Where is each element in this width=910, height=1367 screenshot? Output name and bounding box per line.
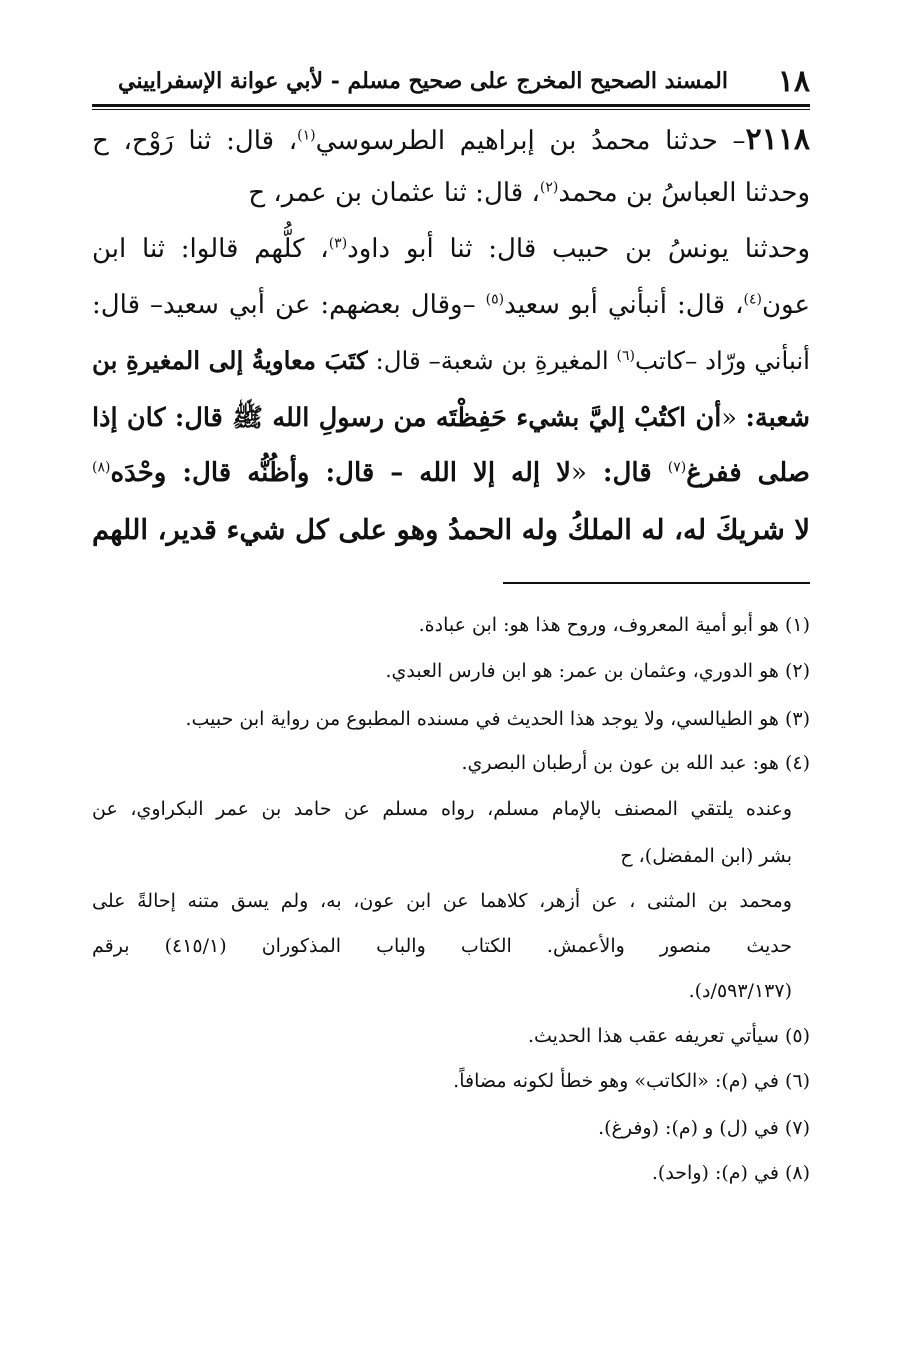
footnote-ref: (٤) <box>743 291 762 308</box>
footnote-4-note-line: وعنده يلتقي المصنف بالإمام مسلم، رواه مسلم عن حامد بن عمر البكراوي، عن <box>92 798 792 820</box>
page-header <box>92 64 810 104</box>
matn-text: كتَبَ معاويةُ إلى المغيرةِ بن <box>92 346 368 375</box>
footnote-7: (٧) في (ل) و (م): (وفرغ). <box>598 1117 810 1139</box>
running-title: المسند الصحيح المخرج على صحيح مسلم - لأبي عوانة الإسفراييني <box>118 68 728 94</box>
footnote-separator <box>503 582 810 584</box>
hadith-line-8 <box>92 514 810 568</box>
hadith-text-segment: أنبأني ورّاد –كاتب <box>635 346 810 375</box>
page-number: ١٨ <box>777 64 810 99</box>
footnote-2: (٢) هو الدوري، وعثمان بن عمر: هو ابن فارس العبدي. <box>385 660 810 682</box>
hadith-line-5 <box>92 346 810 400</box>
footnote-4-note-line: حديث منصور والأعمش. الكتاب والباب المذكوران (٤١٥/١) برقم <box>92 935 792 957</box>
hadith-line-1 <box>92 122 810 176</box>
hadith-text-segment: –وقال بعضهم: عن أبي سعيد– قال: <box>92 290 486 320</box>
hadith-text-segment: ، كلُّهم قالوا: ثنا ابن <box>92 234 329 264</box>
hadith-text-segment: ، قال: أنبأني أبو سعيد <box>504 290 744 320</box>
header-rule-thick <box>92 104 810 107</box>
hadith-text-segment: المغيرةِ بن شعبة– قال: <box>367 346 617 375</box>
matn-text: لا شريكَ له، له الملكُ وله الحمدُ وهو على كل شيء قدير، اللهم <box>91 514 810 546</box>
matn-text: لا إله إلا الله – قال: وأظُنُّه قال: وحْدَه <box>110 458 571 488</box>
hadith-line-7 <box>92 458 810 512</box>
hadith-line-6 <box>92 402 810 456</box>
hadith-text-segment: ، قال: ثنا رَوْح، ح <box>92 126 298 156</box>
footnote-4-note-line: (٥٩٣/١٣٧/د). <box>688 980 792 1002</box>
matn-text: صلى ففرغ <box>686 458 810 488</box>
footnote-ref: (٢) <box>539 179 559 196</box>
footnote-ref: (٣) <box>328 235 348 252</box>
hadith-text-segment: وحدثنا يونسُ بن حبيب قال: ثنا أبو داود <box>347 234 811 264</box>
footnote-ref: (٧) <box>667 459 687 476</box>
footnote-ref: (٨) <box>92 459 111 476</box>
footnote-1: (١) هو أبو أمية المعروف، وروح هذا هو: ابن عبادة. <box>418 614 810 636</box>
footnote-8: (٨) في (م): (واحد). <box>651 1162 810 1184</box>
matn-text: شعبة: <box>745 403 810 433</box>
footnote-5: (٥) سيأتي تعريفه عقب هذا الحديث. <box>527 1025 810 1047</box>
footnote-3: (٣) هو الطيالسي، ولا يوجد هذا الحديث في مسنده المطبوع من رواية ابن حبيب. <box>185 708 810 730</box>
hadith-line-2 <box>92 178 810 232</box>
footnote-ref: (١) <box>297 127 316 144</box>
hadith-text-segment: وحدثنا العباسُ بن محمد <box>558 178 810 208</box>
footnote-4-note-line: بشر (ابن المفضل)، ح <box>620 845 792 867</box>
footnote-ref: (٥) <box>485 291 505 308</box>
quote-mark: « <box>721 403 746 433</box>
footnote-ref: (٦) <box>616 347 636 364</box>
hadith-text-segment: – حدثنا محمدُ بن إبراهيم الطرسوسي <box>315 126 746 156</box>
hadith-text-segment: عون <box>761 290 810 320</box>
matn-text: قال: <box>586 458 668 488</box>
footnote-6: (٦) في (م): «الكاتب» وهو خطأ لكونه مضافاً. <box>453 1070 810 1092</box>
matn-text: أن اكتُبْ إليَّ بشيء حَفِظْتَه من رسولِ الله ﷺ قال: كان إذا <box>92 403 722 433</box>
hadith-line-4 <box>92 290 810 344</box>
hadith-text-segment: ، قال: ثنا عثمان بن عمر، ح <box>248 178 540 208</box>
footnote-4-note-line: ومحمد بن المثنى ، عن أزهر، كلاهما عن ابن عون، به، ولم يسق متنه إحالةً على <box>92 890 792 912</box>
header-rule-thin <box>92 109 810 110</box>
hadith-number: ٢١١٨ <box>745 122 810 157</box>
hadith-line-3 <box>92 234 810 288</box>
quote-mark: « <box>570 458 587 488</box>
footnote-4: (٤) هو: عبد الله بن عون بن أرطبان البصري. <box>461 752 810 774</box>
